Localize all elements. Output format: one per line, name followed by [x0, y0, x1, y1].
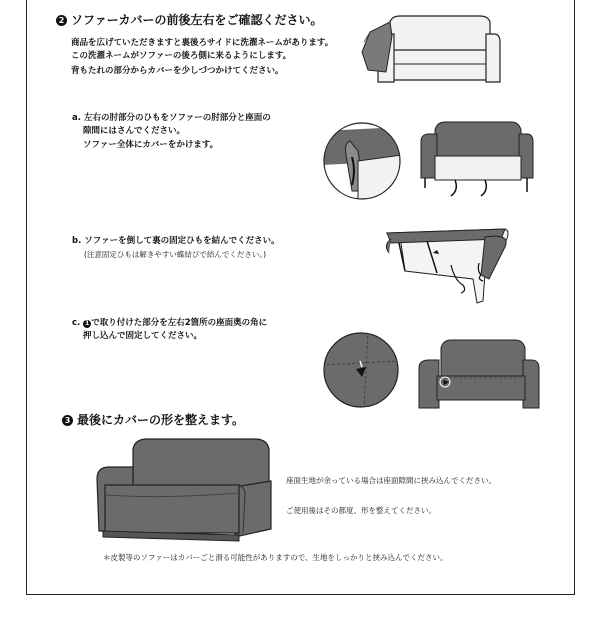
stepA-line-2: 隙間にはさんでください。 [83, 126, 186, 136]
step3-number-badge: 3 [62, 415, 73, 426]
armrest-tuck-detail-illustration [322, 121, 402, 201]
covered-sofa-strings-illustration [415, 118, 535, 200]
stepA-text-1: 左右の肘部分のひもをソファーの肘部分と座面の [83, 113, 271, 123]
stepB-marker: b. [72, 236, 82, 246]
sofa-cover-drape-illustration [360, 12, 500, 87]
step2-title: ソファーカバーの前後左右をご確認ください。 [71, 13, 323, 27]
stepA-line-1 [72, 113, 271, 124]
step3-title: 最後にカバーの形を整えます。 [77, 413, 245, 427]
stepA-marker: a. [72, 113, 81, 123]
step2-line-3: 背もたれの部分からカバーを少しづつかけてください。 [71, 66, 284, 76]
flipped-sofa-tie-illustration [385, 223, 510, 313]
covered-sofa-corner-illustration [415, 338, 540, 413]
stepB-note: (注意固定ひもは解きやすい蝶結びで結んでください。) [84, 250, 267, 259]
stepC-ref-badge: 1 [85, 320, 90, 327]
step2-heading [56, 12, 323, 28]
stepC-text-1: で取り付けた部分を左右2箇所の座面奥の角に [91, 318, 268, 328]
step3-heading [62, 412, 244, 428]
stepB-text: ソファーを倒して裏の固定ひもを結んでください。 [84, 236, 280, 246]
step2-line-1: 商品を広げていただきますと裏後ろサイドに洗濯ネームがあります。 [71, 38, 334, 48]
seat-corner-detail-illustration [322, 331, 400, 409]
stepC-marker: c. [72, 318, 81, 328]
stepB-line [72, 236, 280, 247]
stepC-line-1 [72, 318, 267, 329]
step3-tip-1: 座面生地が余っている場合は座面隙間に挟み込んでください。 [286, 476, 496, 485]
step2-number-badge: 2 [56, 15, 67, 26]
stepA-line-3: ソファー全体にカバーをかけます。 [83, 140, 219, 150]
step2-line-2: この洗濯ネームがソファーの後ろ側に来るようにします。 [71, 51, 292, 61]
stepC-line-2: 押し込んで固定してください。 [83, 331, 203, 341]
step3-tip-2: ご使用後はその都度、形を整えてください。 [286, 506, 436, 515]
footnote: ＊皮製等のソファーはカバーごと滑る可能性がありますので、生地をしっかりと挟み込んでください。 [103, 553, 448, 562]
finished-covered-sofa-illustration [95, 437, 273, 545]
